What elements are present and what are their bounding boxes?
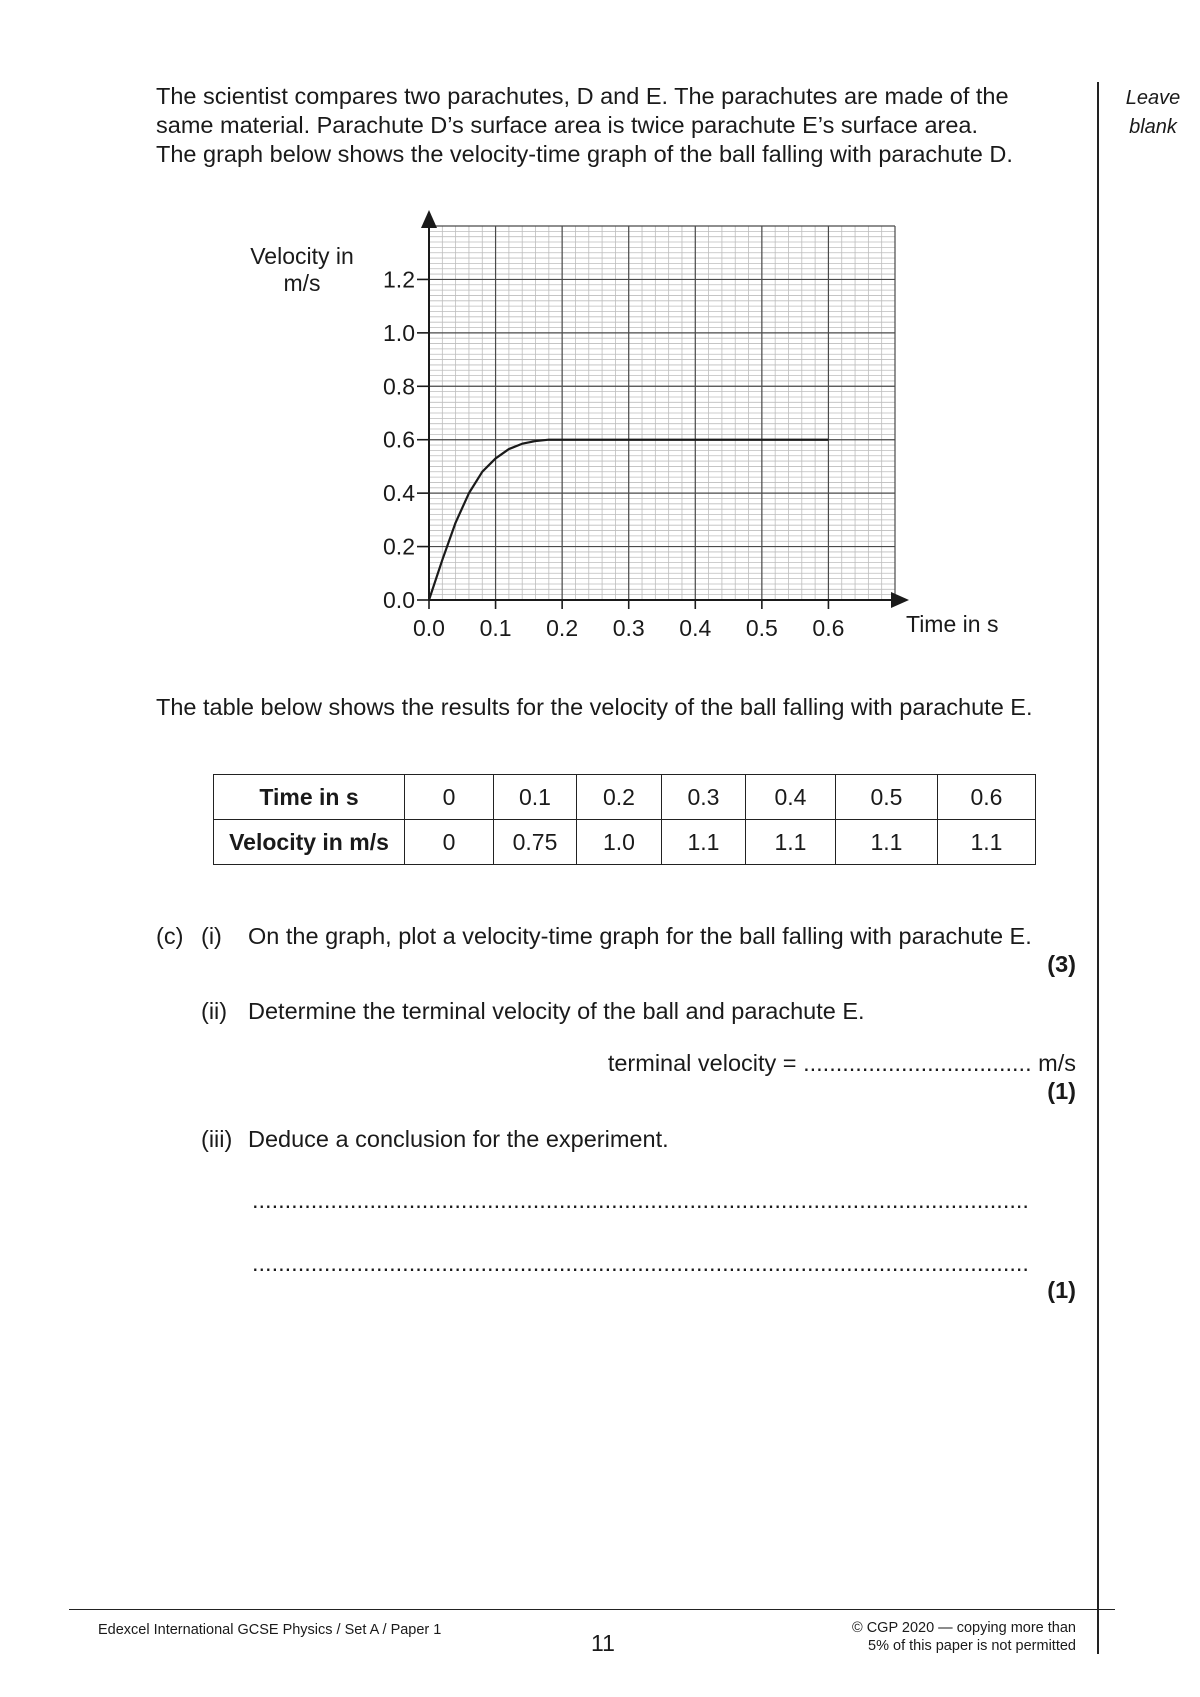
marks-i: (3) (1047, 951, 1076, 977)
row-header-velocity: Velocity in m/s (214, 820, 405, 865)
x-tick-label: 0.5 (745, 615, 778, 641)
marks-ii: (1) (1047, 1078, 1076, 1104)
leave-label: Leave (1125, 87, 1181, 109)
page-number: 11 (591, 1630, 615, 1656)
x-tick-label: 0.4 (679, 615, 712, 641)
y-tick-label: 0.4 (383, 480, 415, 507)
question-iii-label: (iii) (201, 1126, 233, 1152)
y-tick-label: 0.6 (383, 426, 415, 453)
x-axis-label: Time in s (906, 611, 999, 637)
table-cell: 0.4 (746, 775, 836, 820)
copyright-line-1: © CGP 2020 — copying more than (851, 1620, 1076, 1636)
table-cell: 0.5 (836, 775, 938, 820)
question-i-label: (i) (201, 923, 222, 949)
y-axis-label-line2: m/s (283, 270, 321, 296)
question-iii-text: Deduce a conclusion for the experiment. (248, 1126, 669, 1152)
question-i-text: On the graph, plot a velocity-time graph for the ball falling with parachute E. (248, 923, 1032, 949)
table-cell: 1.1 (746, 820, 836, 865)
table-cell: 0 (405, 775, 494, 820)
answer-unit: m/s (1031, 1050, 1076, 1076)
y-tick-label: 0.8 (383, 373, 415, 400)
x-tick-label: 0.3 (612, 615, 645, 641)
y-tick-label: 1.2 (383, 266, 415, 293)
table-cell: 0.2 (577, 775, 662, 820)
x-tick-label: 0.2 (546, 615, 579, 641)
intro-line-2: same material. Parachute D’s surface area is twice parachute E’s surface area. (156, 112, 979, 138)
conclusion-answer-line-2[interactable]: ....................................................................................................................... (252, 1250, 1029, 1276)
y-tick-label: 0.2 (383, 533, 415, 560)
question-ii-label: (ii) (201, 998, 228, 1024)
intro-line-3: The graph below shows the velocity-time graph of the ball falling with parachute D. (156, 141, 1013, 167)
y-tick-label: 1.0 (383, 319, 415, 346)
footer-paper-title: Edexcel International GCSE Physics / Set A / Paper 1 (98, 1622, 442, 1638)
footer-copyright (830, 1619, 1076, 1655)
table-cell: 1.0 (577, 820, 662, 865)
row-header-time: Time in s (214, 775, 405, 820)
table-cell: 0.3 (662, 775, 746, 820)
velocity-time-chart (0, 0, 1200, 700)
table-cell: 0.1 (494, 775, 577, 820)
footer-rule (69, 1609, 1115, 1610)
terminal-velocity-answer-field[interactable]: ................................... (803, 1050, 1032, 1076)
question-ii-text: Determine the terminal velocity of the ball and parachute E. (248, 998, 865, 1024)
x-tick-label: 0.0 (413, 615, 445, 641)
conclusion-answer-line-1[interactable]: ....................................................................................................................... (252, 1187, 1029, 1213)
marks-iii: (1) (1047, 1277, 1076, 1303)
table-intro: The table below shows the results for the velocity of the ball falling with parachute E. (156, 694, 1033, 720)
copyright-line-2: 5% of this paper is not permitted (868, 1638, 1076, 1654)
intro-line-1: The scientist compares two parachutes, D and E. The parachutes are made of the (156, 83, 1009, 109)
table-cell: 0.75 (494, 820, 577, 865)
x-tick-label: 0.6 (812, 615, 845, 641)
y-axis-label-line1: Velocity in (250, 243, 354, 269)
results-table (213, 774, 1036, 865)
blank-label: blank (1129, 116, 1177, 138)
table-row-velocity (214, 820, 1036, 865)
table-cell: 1.1 (938, 820, 1036, 865)
table-cell: 1.1 (662, 820, 746, 865)
table-cell: 1.1 (836, 820, 938, 865)
table-row-time (214, 775, 1036, 820)
question-c-label: (c) (156, 923, 184, 949)
terminal-velocity-answer (608, 1049, 1076, 1078)
y-tick-label: 0.0 (383, 587, 415, 613)
x-tick-label: 0.1 (479, 615, 512, 641)
answer-prefix: terminal velocity = (607, 1050, 804, 1076)
table-cell: 0 (405, 820, 494, 865)
minor-gridlines (429, 226, 895, 600)
table-cell: 0.6 (938, 775, 1036, 820)
axes (429, 218, 901, 600)
